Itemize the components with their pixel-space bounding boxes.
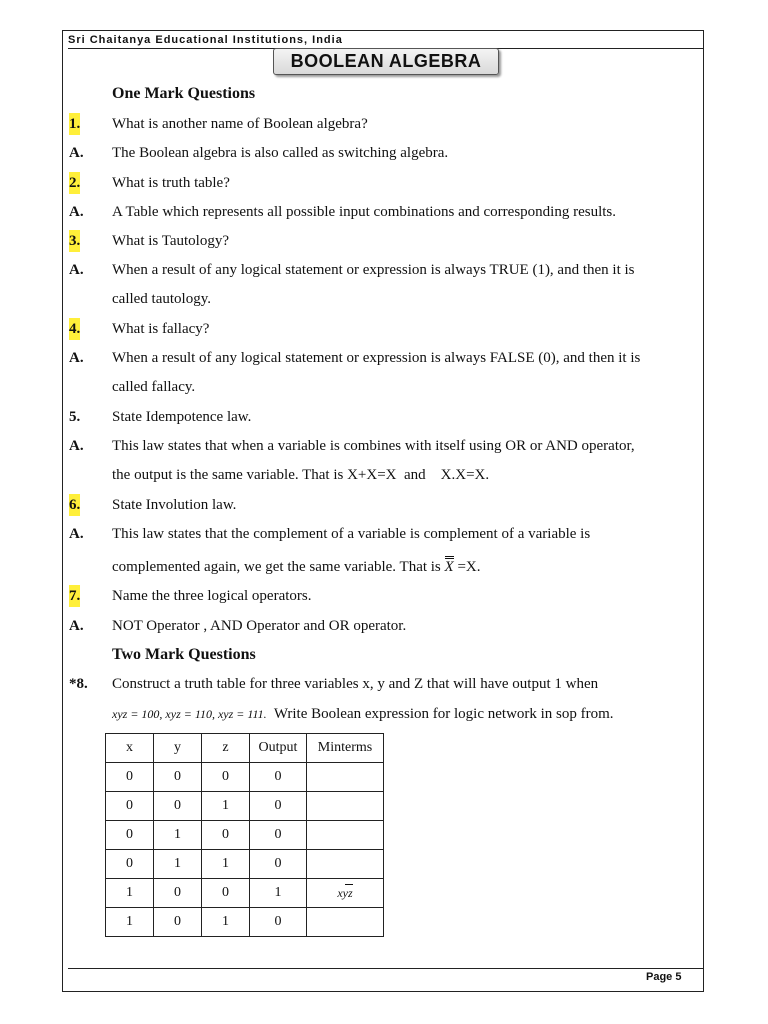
answer-text: When a result of any logical statement or expression is always TRUE (1), and then it is <box>112 262 635 278</box>
table-cell: 0 <box>202 763 250 792</box>
answer-label: A. <box>69 350 84 366</box>
table-cell: 0 <box>250 821 307 850</box>
question-text: State Idempotence law. <box>112 409 252 425</box>
answer-text: A Table which represents all possible input combinations and corresponding results. <box>112 204 616 220</box>
column-header: x <box>106 734 154 763</box>
column-header: z <box>202 734 250 763</box>
page-title: BOOLEAN ALGEBRA <box>273 48 499 75</box>
minterm-cell <box>307 879 384 908</box>
formula: xyz = 100, xyz = 110, xyz = 111. <box>112 707 267 721</box>
question-number: 6. <box>69 494 80 516</box>
table-cell: 0 <box>202 821 250 850</box>
double-complement-x <box>445 556 454 574</box>
table-cell: 1 <box>154 850 202 879</box>
minterm: xyz <box>337 885 353 900</box>
question-number: 3. <box>69 230 80 252</box>
table-cell: 0 <box>154 763 202 792</box>
question-text: Name the three logical operators. <box>112 588 312 604</box>
question-text: Construct a truth table for three variables x, y and Z that will have output 1 when <box>112 676 599 692</box>
footer-rule <box>68 968 704 969</box>
truth-table <box>105 733 384 937</box>
institution-header: Sri Chaitanya Educational Institutions, India <box>68 34 343 46</box>
question-text <box>112 703 614 725</box>
answer-label: A. <box>69 438 84 454</box>
table-cell: 1 <box>202 792 250 821</box>
table-cell: 0 <box>202 879 250 908</box>
answer-text: This law states that when a variable is combines with itself using OR or AND operator, <box>112 438 635 454</box>
question-text: What is fallacy? <box>112 321 210 337</box>
answer-text: NOT Operator , AND Operator and OR operator. <box>112 618 407 634</box>
column-header: Minterms <box>307 734 384 763</box>
question-text-tail: Write Boolean expression for logic network in sop from. <box>266 706 614 722</box>
answer-label: A. <box>69 204 84 220</box>
answer-text-prefix: complemented again, we get the same variable. That is <box>112 559 445 575</box>
table-cell: 1 <box>106 879 154 908</box>
question-number: *8. <box>69 676 88 692</box>
table-cell: 1 <box>250 879 307 908</box>
table-cell: 1 <box>154 821 202 850</box>
page-number: Page 5 <box>646 971 682 983</box>
table-cell: 0 <box>106 792 154 821</box>
question-number: 4. <box>69 318 80 340</box>
table-row <box>106 792 384 821</box>
question-text: State Involution law. <box>112 497 237 513</box>
answer-text: This law states that the complement of a variable is complement of a variable is <box>112 526 591 542</box>
table-row <box>106 879 384 908</box>
question-text: What is truth table? <box>112 175 230 191</box>
answer-text: When a result of any logical statement or expression is always FALSE (0), and then it is <box>112 350 641 366</box>
table-cell: 0 <box>250 763 307 792</box>
section-title: Two Mark Questions <box>112 646 256 663</box>
question-number: 5. <box>69 409 81 425</box>
answer-text-suffix: =X. <box>453 559 481 575</box>
table-cell: 1 <box>202 908 250 937</box>
table-cell: 0 <box>154 908 202 937</box>
complement-x: X <box>444 559 454 575</box>
table-row <box>106 850 384 879</box>
question-number: 2. <box>69 172 80 194</box>
answer-label: A. <box>69 526 84 542</box>
table-cell <box>307 763 384 792</box>
answer-label: A. <box>69 618 84 634</box>
table-cell: 1 <box>106 908 154 937</box>
table-cell: 0 <box>154 792 202 821</box>
answer-text: called fallacy. <box>112 379 196 395</box>
table-cell: 0 <box>106 850 154 879</box>
question-text: What is another name of Boolean algebra? <box>112 116 368 132</box>
answer-label: A. <box>69 262 84 278</box>
table-cell: 0 <box>106 763 154 792</box>
question-number: 7. <box>69 585 80 607</box>
column-header: Output <box>250 734 307 763</box>
table-cell: 1 <box>202 850 250 879</box>
table-cell: 0 <box>250 908 307 937</box>
question-text: What is Tautology? <box>112 233 229 249</box>
table-row <box>106 763 384 792</box>
section-title: One Mark Questions <box>112 85 256 102</box>
table-row <box>106 821 384 850</box>
table-cell: 0 <box>106 821 154 850</box>
table-cell <box>307 821 384 850</box>
column-header: y <box>154 734 202 763</box>
answer-label: A. <box>69 145 84 161</box>
table-cell: 0 <box>250 792 307 821</box>
question-number: 1. <box>69 113 80 135</box>
table-cell <box>307 850 384 879</box>
answer-text: called tautology. <box>112 291 211 307</box>
table-cell: 0 <box>250 850 307 879</box>
answer-text: the output is the same variable. That is X+X=X and X.X=X. <box>112 467 490 483</box>
table-row <box>106 908 384 937</box>
answer-text: The Boolean algebra is also called as switching algebra. <box>112 145 449 161</box>
table-cell <box>307 908 384 937</box>
table-cell: 0 <box>154 879 202 908</box>
answer-text <box>112 556 481 578</box>
table-header-row <box>106 734 384 763</box>
table-cell <box>307 792 384 821</box>
